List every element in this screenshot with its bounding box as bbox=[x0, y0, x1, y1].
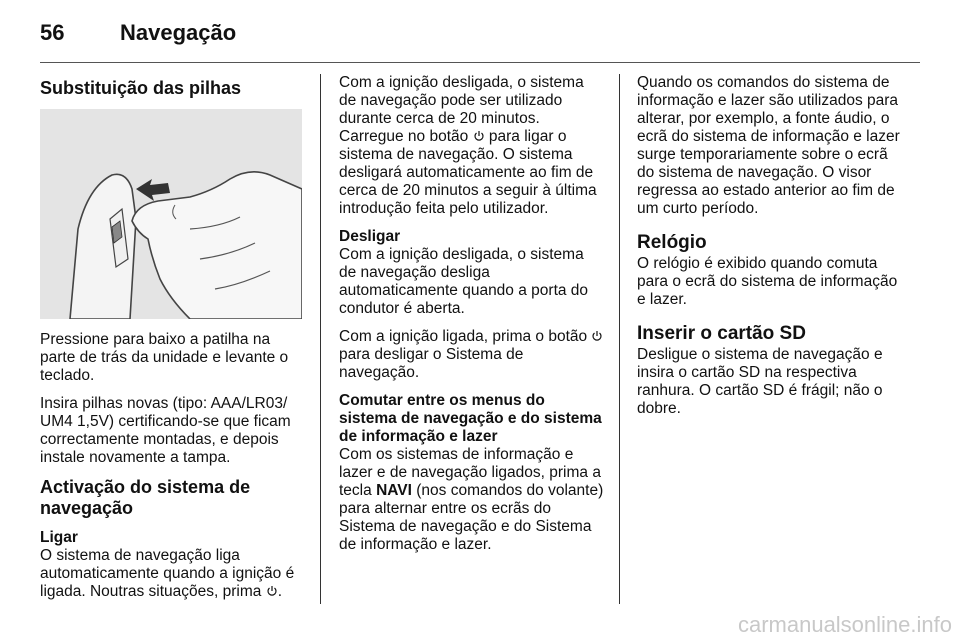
text-span: Com os sistemas de informação e lazer e de navegação ligados, prima a tecla bbox=[339, 446, 601, 499]
column-3 bbox=[637, 74, 905, 428]
battery-replacement-illustration bbox=[40, 109, 302, 319]
subheading-desligar: Desligar bbox=[339, 228, 401, 245]
text-span: (nos comandos do volante) para alternar entre os ecrãs do Sistema de navegação e do Sistema de informação e lazer. bbox=[339, 482, 604, 553]
paragraph: Quando os comandos do sistema de informação e lazer são utilizados para alterar, por exemplo, a fonte áudio, o ecrã do sistema de informação e lazer surge temporariamente sobre o ecrã do sistema de navegação. O visor regressa ao estado anterior ao fim de um curto período. bbox=[637, 74, 900, 217]
power-icon bbox=[473, 130, 485, 142]
text-span: para desligar o Sistema de navegação. bbox=[339, 346, 524, 381]
section-title-relogio: Relógio bbox=[637, 232, 707, 253]
section-title-battery: Substituição das pilhas bbox=[40, 78, 242, 98]
column-2 bbox=[339, 74, 604, 564]
paragraph: O sistema de navegação liga automaticamente quando a ignição é ligada. Noutras situações, prima . bbox=[40, 547, 295, 600]
subheading-ligar: Ligar bbox=[40, 529, 78, 546]
subheading-comutar: Comutar entre os menus do sistema de navegação e do sistema de informação e lazer bbox=[339, 392, 602, 445]
text-span: Com a ignição ligada, prima o botão bbox=[339, 328, 588, 345]
paragraph bbox=[339, 446, 604, 554]
hand-remote-icon bbox=[40, 109, 302, 319]
header-rule bbox=[40, 62, 920, 63]
paragraph: O relógio é exibido quando comuta para o ecrã do sistema de informação e lazer. bbox=[637, 255, 898, 308]
paragraph: Insira pilhas novas (tipo: AAA/LR03/ UM4 1,5V) certificando-se que ficam correctamente montadas, e depois instale novamente a tampa. bbox=[40, 395, 291, 466]
paragraph bbox=[339, 74, 604, 218]
page-header bbox=[40, 18, 920, 62]
column-divider-2 bbox=[619, 74, 620, 604]
paragraph bbox=[339, 328, 604, 382]
watermark: carmanualsonline.info bbox=[737, 612, 952, 637]
section-title-activation: Activação do sistema de navegação bbox=[40, 477, 251, 518]
section-title-sd: Inserir o cartão SD bbox=[637, 323, 806, 344]
paragraph: Pressione para baixo a patilha na parte de trás da unidade e levante o teclado. bbox=[40, 331, 289, 384]
navi-key: NAVI bbox=[376, 482, 412, 499]
chapter-title: Navegação bbox=[120, 20, 237, 45]
power-icon bbox=[591, 330, 603, 342]
power-icon bbox=[266, 585, 278, 597]
paragraph: Desligue o sistema de navegação e insira o cartão SD na respectiva ranhura. O cartão SD é frágil; não o dobre. bbox=[637, 346, 883, 417]
page-number: 56 bbox=[40, 20, 65, 45]
paragraph: Com a ignição desligada, o sistema de navegação desliga automaticamente quando a porta do condutor é aberta. bbox=[339, 246, 589, 317]
column-divider-1 bbox=[320, 74, 321, 604]
text-span: Com a ignição desligada, o sistema de navegação pode ser utilizado durante cerca de 20 minutos. Carregue no botão bbox=[339, 74, 584, 145]
ligar-text: O sistema de navegação liga automaticamente quando a ignição é ligada. Noutras situações, prima bbox=[40, 547, 295, 600]
column-1 bbox=[40, 74, 306, 611]
text-span: para ligar o sistema de navegação. O sistema desligará automaticamente ao fim de cerca de 20 minutos a seguir à última introdução feita pelo utilizador. bbox=[339, 128, 597, 217]
